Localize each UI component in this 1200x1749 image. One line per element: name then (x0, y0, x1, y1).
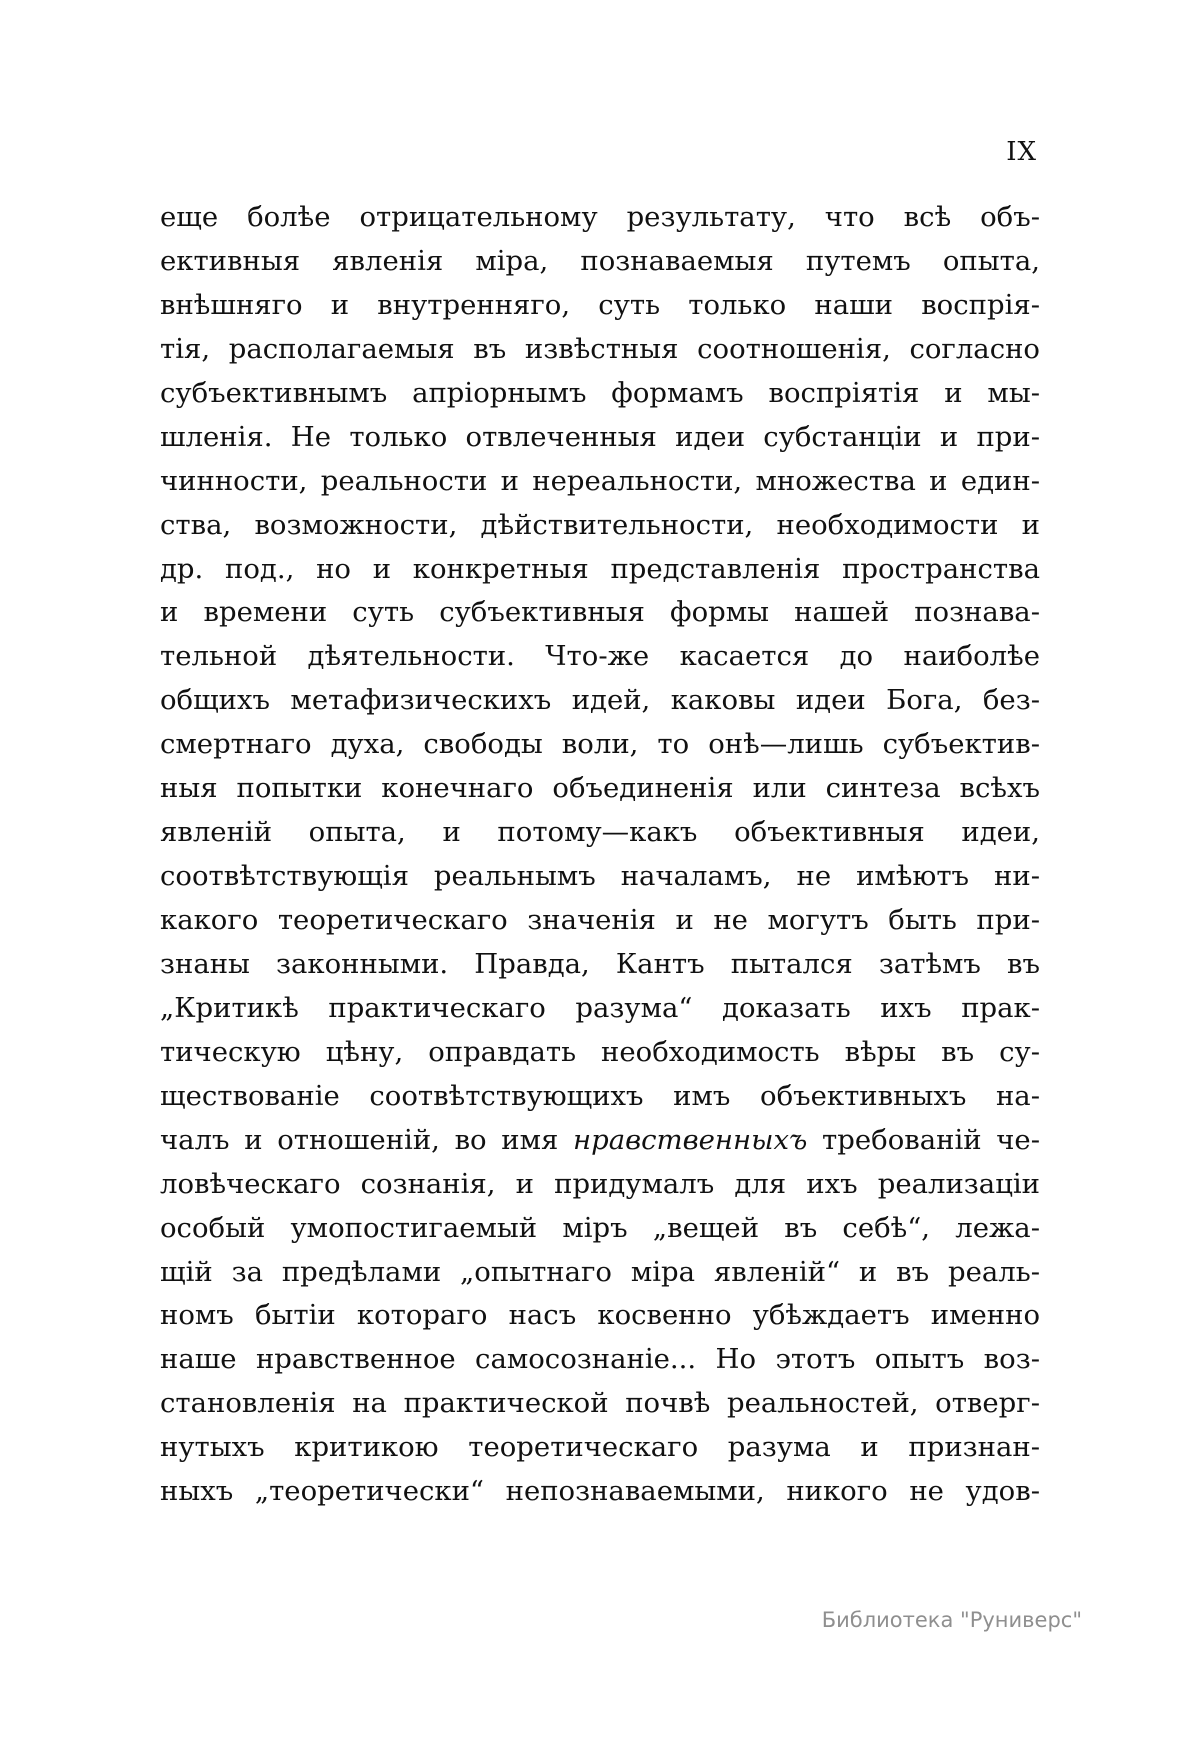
text-line: ективныя явленія міра, познаваемыя путемъ опыта, (160, 244, 1040, 277)
text-line: становленія на практической почвѣ реальностей, отверг- (160, 1387, 1040, 1420)
text-line: еще болѣе отрицательному результату, что всѣ объ- (160, 201, 1040, 233)
text-line: внѣшняго и внутренняго, суть только наши воспрія- (160, 288, 1040, 321)
text-line: чинности, реальности и нереальности, множества и един- (160, 464, 1040, 497)
page-number: IX (1006, 137, 1037, 167)
text-segment: требованій че- (807, 1123, 1040, 1156)
text-line: ства, возможности, дѣйствительности, необходимости и (160, 508, 1040, 541)
text-line: и времени суть субъективныя формы нашей познава- (160, 596, 1040, 629)
italic-word: нравственныхъ (573, 1123, 808, 1156)
text-line: др. под., но и конкретныя представленія пространства (160, 552, 1040, 585)
text-line: общихъ метафизическихъ идей, каковы идеи Бога, без- (160, 684, 1040, 717)
text-line: ныя попытки конечнаго объединенія или синтеза всѣхъ (160, 772, 1040, 805)
text-line: наше нравственное самосознаніе... Но этотъ опытъ воз- (160, 1343, 1040, 1376)
text-line: номъ бытіи котораго насъ косвенно убѣждаетъ именно (160, 1299, 1040, 1332)
text-line: знаны законными. Правда, Кантъ пытался затѣмъ въ (160, 947, 1040, 980)
text-line: ловѣческаго сознанія, и придумалъ для ихъ реализаціи (160, 1167, 1040, 1200)
text-line: „Критикѣ практическаго разума“ доказать ихъ прак- (160, 991, 1040, 1024)
text-line: тическую цѣну, оправдать необходимость вѣры въ су- (160, 1035, 1040, 1068)
text-line: тія, располагаемыя въ извѣстныя соотношенія, согласно (160, 332, 1040, 365)
text-line: ныхъ „теоретически“ непознаваемыми, никого не удов- (160, 1475, 1040, 1508)
library-watermark: Библиотека "Руниверс" (821, 1608, 1082, 1632)
text-line: субъективнымъ апріорнымъ формамъ воспріятія и мы- (160, 376, 1040, 409)
text-line: щій за предѣлами „опытнаго міра явленій“ и въ реаль- (160, 1255, 1040, 1288)
text-line: ществованіе соотвѣтствующихъ имъ объективныхъ на- (160, 1079, 1040, 1112)
body-text (160, 196, 1040, 1514)
text-line: смертнаго духа, свободы воли, то онѣ—лишь субъектив- (160, 728, 1040, 761)
text-line: явленій опыта, и потому—какъ объективныя идеи, (160, 816, 1040, 849)
text-line: какого теоретическаго значенія и не могутъ быть при- (160, 904, 1040, 936)
text-segment: чалъ и отношеній, во имя (160, 1123, 574, 1156)
text-line: нутыхъ критикою теоретическаго разума и признан- (160, 1431, 1040, 1464)
text-line: тельной дѣятельности. Что-же касается до наиболѣе (160, 640, 1040, 673)
text-line-with-italic (160, 1119, 1040, 1163)
text-line: особый умопостигаемый міръ „вещей въ себѣ“, лежа- (160, 1211, 1040, 1244)
text-line: соотвѣтствующія реальнымъ началамъ, не имѣютъ ни- (160, 860, 1040, 893)
text-line: шленія. Не только отвлеченныя идеи субстанціи и при- (160, 420, 1040, 453)
